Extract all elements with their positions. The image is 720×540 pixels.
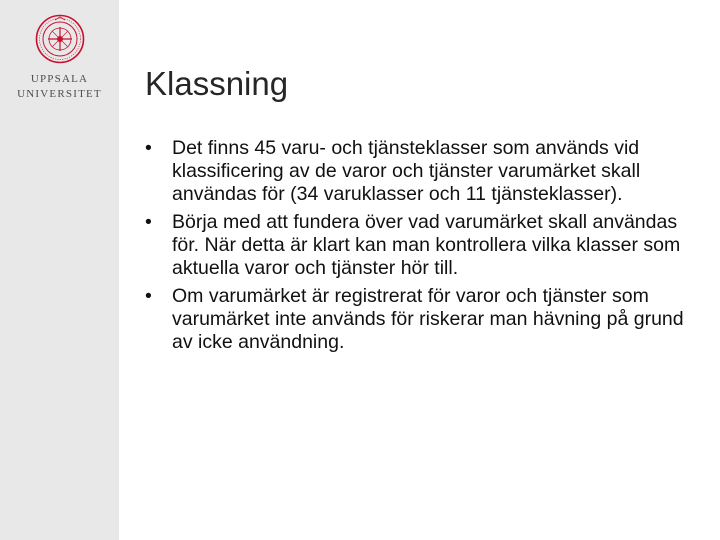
bullet-text: Börja med att fundera över vad varumärket skall användas för. När detta är klart kan man kontrollera vilka klasser som aktuella varor och tjänster hör till. bbox=[172, 211, 681, 279]
bullet-item bbox=[145, 137, 690, 206]
bullet-icon: • bbox=[145, 137, 152, 159]
slide-title: Klassning bbox=[145, 65, 289, 102]
bullet-item bbox=[145, 211, 690, 280]
bullet-icon: • bbox=[145, 211, 152, 233]
bullet-text: Det finns 45 varu- och tjänsteklasser som används vid klassificering av de varor och tjänster varumärket skall användas för (34 varuklasser och 11 tjänsteklasser). bbox=[172, 137, 641, 205]
sidebar bbox=[0, 0, 119, 540]
university-name-line2: UNIVERSITET bbox=[17, 88, 102, 100]
bullet-text: Om varumärket är registrerat för varor och tjänster som varumärket inte används för riskerar man hävning på grund av icke användning. bbox=[172, 285, 684, 353]
bullet-item bbox=[145, 285, 690, 354]
bullet-list bbox=[145, 137, 690, 359]
bullet-icon: • bbox=[145, 285, 152, 307]
university-name-line1: UPPSALA bbox=[30, 73, 89, 85]
uppsala-university-seal-icon bbox=[35, 14, 85, 64]
university-name bbox=[0, 72, 119, 102]
